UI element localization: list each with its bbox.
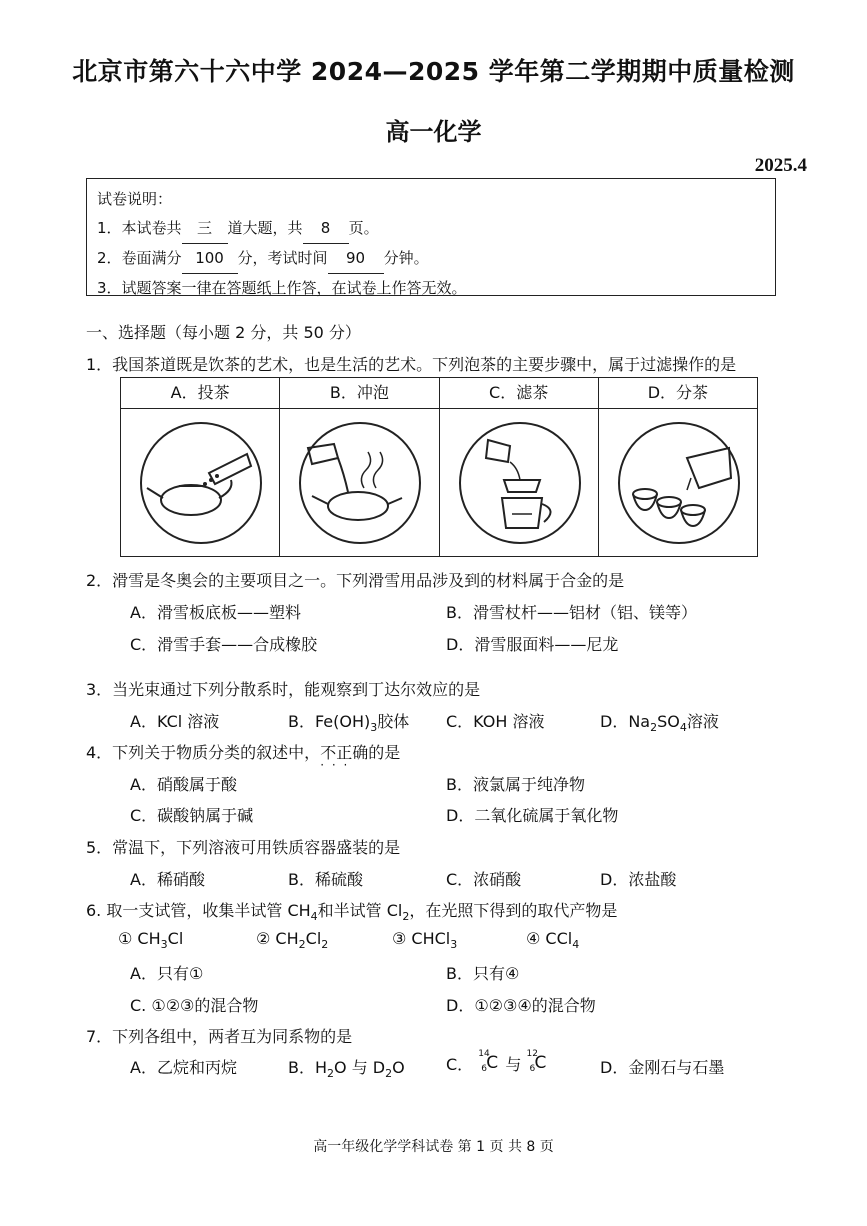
question-5-option-c[interactable]: C．浓硝酸 [446,870,522,889]
question-6-item-4: ④ CCl$_4$ [526,929,580,952]
question-3-option-b[interactable]: B．$Fe(OH)_3$胶体 [288,712,410,735]
tea-kettle-pour-illustration [298,418,422,548]
tea-step-c-label: C．滤茶 [440,378,598,409]
tea-filter-illustration [458,418,582,548]
question-5-option-a[interactable]: A．稀硝酸 [130,870,205,889]
tea-step-d-label: D．分茶 [599,378,757,409]
question-4-option-d[interactable]: D．二氧化硫属于氧化物 [446,806,619,825]
question-7-stem: 7．下列各组中，两者互为同系物的是 [86,1027,353,1046]
question-4-stem: 4．下列关于物质分类的叙述中，不正确 · · ·的是 [86,740,400,763]
tea-step-b [280,378,439,556]
question-7-option-d[interactable]: D．金刚石与石墨 [600,1058,725,1077]
question-6-option-b[interactable]: B．只有④ [446,964,520,983]
question-7-option-a[interactable]: A．乙烷和丙烷 [130,1058,237,1077]
instruction-line-2: 2．卷面满分 100 分，考试时间 90 分钟。 [97,244,765,274]
question-4-option-a[interactable]: A．硝酸属于酸 [130,775,237,794]
question-6-option-c[interactable]: C. ①②③的混合物 [130,996,259,1015]
question-6-option-a[interactable]: A．只有① [130,964,204,983]
question-3-stem: 3．当光束通过下列分散系时，能观察到丁达尔效应的是 [86,680,481,699]
isotope-c12: 12 6 C [526,1048,547,1074]
question-3-option-d[interactable]: D．$Na_2SO_4$溶液 [600,712,719,735]
tea-step-a-label: A．投茶 [121,378,279,409]
question-5-stem: 5．常温下，下列溶液可用铁质容器盛装的是 [86,838,401,857]
tea-step-a [121,378,280,556]
question-2-option-b[interactable]: B．滑雪杖杆——铝材（铝、镁等） [446,603,697,622]
tea-step-d [599,378,757,556]
question-2-option-a[interactable]: A．滑雪板底板——塑料 [130,603,301,622]
question-6-item-2: ② $CH_2Cl_2$ [256,929,329,952]
question-5-option-b[interactable]: B．稀硫酸 [288,870,363,889]
tea-step-c [440,378,599,556]
page-footer: 高一年级化学学科试卷 第 1 页 共 8 页 [313,1139,554,1155]
tea-cups-serving-illustration [617,418,741,548]
question-4-option-c[interactable]: C．碳酸钠属于碱 [130,806,254,825]
question-2-option-d[interactable]: D．滑雪服面料——尼龙 [446,635,619,654]
question-4-option-b[interactable]: B．液氯属于纯净物 [446,775,585,794]
question-2-option-c[interactable]: C．滑雪手套——合成橡胶 [130,635,318,654]
exam-date: 2025.4 [754,155,807,176]
question-3-option-a[interactable]: A．KCl 溶液 [130,712,220,731]
question-5-option-d[interactable]: D．浓盐酸 [600,870,677,889]
question-6-item-3: ③ CHCl$_3$ [392,929,458,952]
exam-subtitle: 高一化学 [385,118,482,146]
tea-step-b-label: B．冲泡 [280,378,438,409]
exam-instructions-box [86,178,776,296]
question-2-stem: 2．滑雪是冬奥会的主要项目之一。下列滑雪用品涉及到的材料属于合金的是 [86,571,625,590]
section-heading: 一、选择题（每小题 2 分，共 50 分） [86,323,361,342]
instruction-line-1: 1．本试卷共 三 道大题，共 8 页。 [97,214,765,244]
question-6-option-d[interactable]: D．①②③④的混合物 [446,996,596,1015]
instruction-line-3: 3．试题答案一律在答题纸上作答，在试卷上作答无效。 [97,279,467,297]
question-1-stem: 1．我国茶道既是饮茶的艺术，也是生活的艺术。下列泡茶的主要步骤中，属于过滤操作的是 [86,355,737,374]
tea-teapot-leaves-illustration [139,418,263,548]
question-6-stem: 6. 取一支试管，收集半试管 $CH_4$和半试管 $Cl_2$，在光照下得到的取代产物是 [86,901,618,924]
exam-title: 北京市第六十六中学 2024—2025 学年第二学期期中质量检测 [72,57,795,86]
question-7-option-c[interactable]: C． 14 6 C 与 12 6 C [446,1052,548,1077]
isotope-c14: 14 6 C [478,1048,499,1074]
instructions-heading: 试卷说明： [97,190,173,208]
question-7-option-b[interactable]: B．$H_2O$ 与 $D_2O$ [288,1058,405,1081]
tea-steps-table [120,377,758,557]
question-6-item-1: ① $CH_3Cl$ [118,929,184,952]
question-3-option-c[interactable]: C．KOH 溶液 [446,712,545,731]
